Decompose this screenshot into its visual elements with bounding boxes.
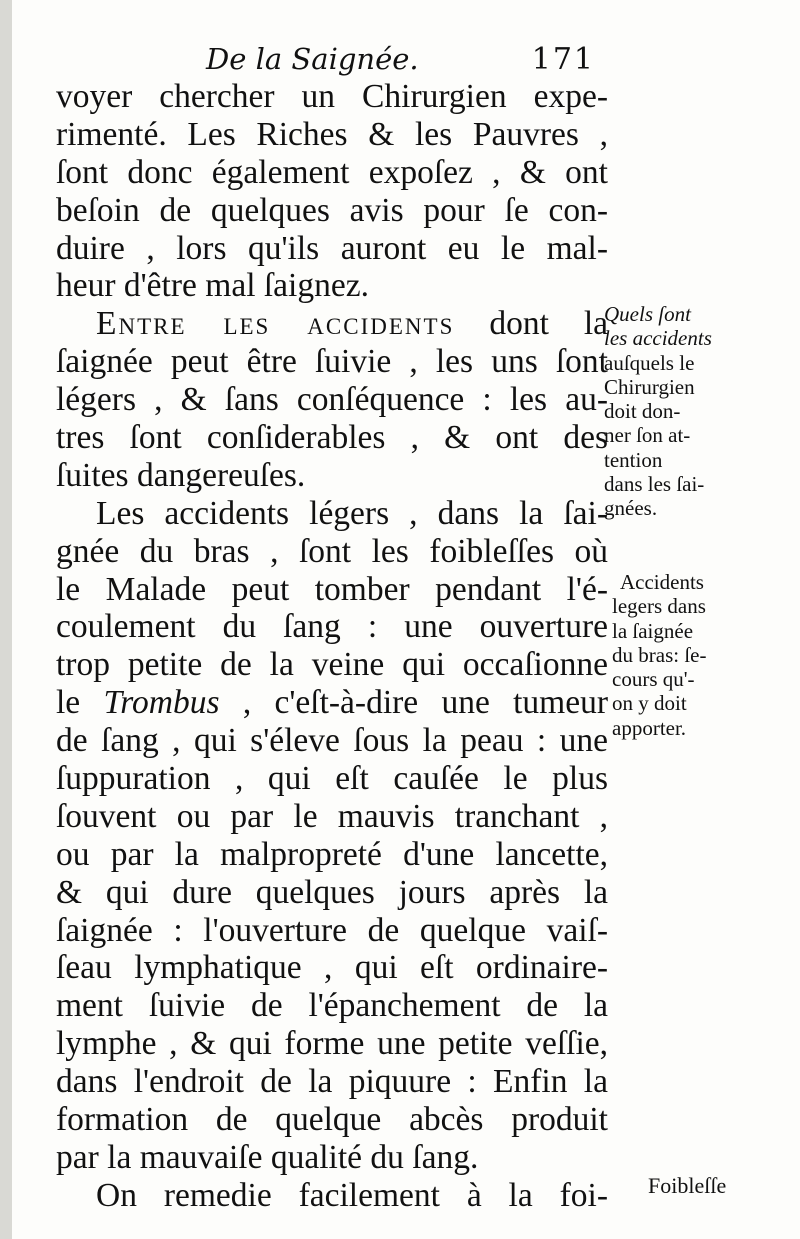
margin-note-line: la ſaignée [612,618,694,643]
italic-term: Trombus [103,684,220,722]
margin-note-line: apporter. [612,715,687,740]
text-fragment: le [56,684,81,722]
text-line: ſeau lymphatique , qui eſt ordinaire- [56,949,608,987]
margin-note-line: Quels ſont [604,302,691,326]
page-number: 171 [531,42,595,77]
text-line: coulement du ſang : une ouverture [56,608,608,646]
margin-note-line: doit don- [604,399,681,424]
margin-note-line: gnées. [604,496,658,521]
text-line: par la mauvaiſe qualité du ſang. [56,1138,479,1176]
text-line: ſaignée peut être ſuivie , les uns ſont [56,343,608,381]
text-line: le Malade peut tomber pendant l'é- [56,570,608,608]
margin-note-line: les accidents [604,326,712,351]
catchword: Foibleſſe [648,1173,727,1198]
margin-note-line: Chirurgien [604,374,695,399]
margin-note-accidents-legers [604,570,784,740]
text-line: ment ſuivie de l'épanchement de la [56,987,608,1025]
margin-note-line: tention [604,447,663,472]
margin-note-line: du bras: ſe- [612,642,707,667]
text-line: beſoin de quelques avis pour ſe con- [56,191,608,229]
text-line: trop petite de la veine qui occaſionne [56,646,608,684]
text-line: lymphe , & qui forme une petite veſſie, [56,1025,608,1063]
text-line: duire , lors qu'ils auront eu le mal- [56,229,608,267]
margin-note-line: auſquels le [604,350,695,375]
running-title: De la Saignée. [206,42,419,76]
text-line [56,684,608,722]
text-line: de ſang , qui s'éleve ſous la peau : une [56,722,608,760]
text-line: heur d'être mal ſaignez. [56,267,369,305]
text-line: ou par la malpropreté d'une lancette, [56,835,608,873]
margin-note-line: Accidents [620,570,704,594]
text-line: voyer chercher un Chirurgien expe- [56,78,608,115]
text-line [56,305,608,343]
margin-note-accidents [604,302,784,521]
margin-note-line: legers dans [612,594,706,619]
page-edge [0,0,12,1239]
margin-note-line: cours qu'- [612,667,695,692]
text-line: ſuppuration , qui eſt cauſée le plus [56,760,608,798]
text-line: Les accidents légers , dans la ſai- [96,494,608,532]
text-line: tres ſont conſiderables , & ont des [56,419,608,457]
text-line: ſaignée : l'ouverture de quelque vaiſ- [56,911,608,949]
text-fragment: dont la [489,305,609,343]
text-line: gnée du bras , ſont les foibleſſes où [56,532,608,570]
main-text [56,78,608,1215]
text-line: ſuites dangereuſes. [56,456,306,494]
text-line: formation de quelque abcès produit [56,1101,608,1139]
text-line: ſont donc également expoſez , & ont [56,153,608,191]
text-line: dans l'endroit de la piquure : Enfin la [56,1063,608,1101]
text-line: légers , & ſans conſéquence : les au- [56,381,608,419]
margin-note-line: dans les ſai- [604,472,705,497]
margin-note-line: ner ſon at- [604,423,691,448]
margin-note-line: on y doit [612,691,687,716]
small-caps-phrase: Entre les accidents [96,305,455,343]
text-line: ſouvent ou par le mauvis tranchant , [56,797,608,835]
text-line: rimenté. Les Riches & les Pauvres , [56,115,608,153]
text-line: On remedie facilement à la foi- [96,1176,608,1214]
text-line: & qui dure quelques jours après la [56,873,608,911]
text-fragment: , c'eſt-à-dire une tumeur [242,684,608,722]
